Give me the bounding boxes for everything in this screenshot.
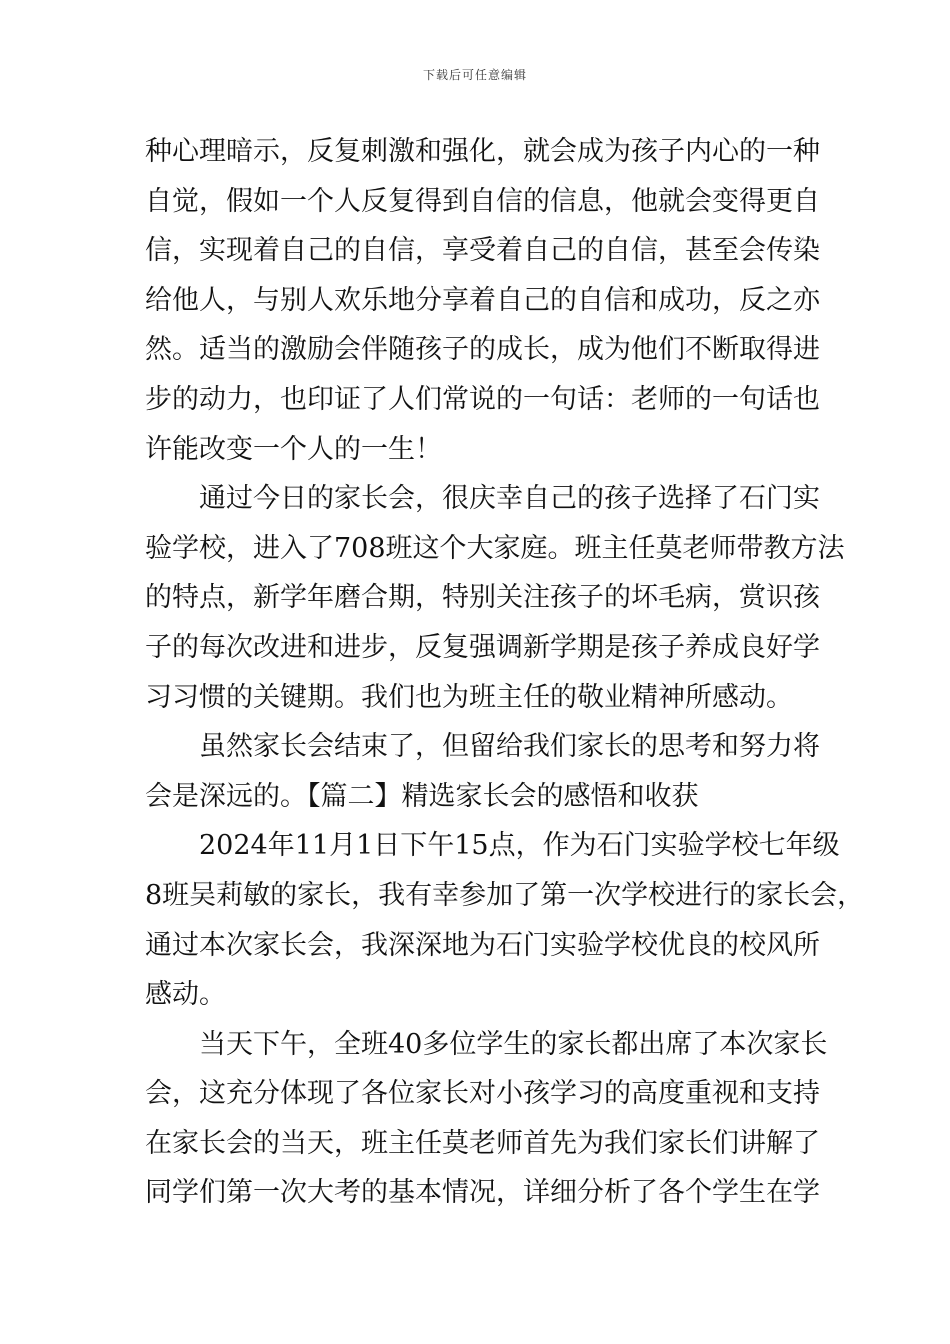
text-line: 子的每次改进和进步，反复强调新学期是孩子养成良好学 xyxy=(145,631,820,663)
text-line: 会是深远的。【篇二】精选家长会的感悟和收获 xyxy=(145,780,699,812)
paragraph-first-line: 虽然家长会结束了，但留给我们家长的思考和努力将 xyxy=(199,731,820,763)
paragraph-first-line: 2024年11月1日下午15点，作为石门实验学校七年级 xyxy=(199,830,840,862)
page-header: 下载后可任意编辑 xyxy=(422,68,527,82)
text-line: 信，实现着自己的自信，享受着自己的自信，甚至会传染 xyxy=(145,235,820,267)
text-line: 给他人，与别人欢乐地分享着自己的自信和成功，反之亦 xyxy=(145,284,820,316)
text-line: 验学校，进入了708班这个大家庭。班主任莫老师带教方法 xyxy=(145,532,845,564)
document-body xyxy=(145,127,865,1218)
text-line: 同学们第一次大考的基本情况，详细分析了各个学生在学 xyxy=(145,1177,820,1209)
text-line: 步的动力，也印证了人们常说的一句话：老师的一句话也 xyxy=(145,383,820,415)
text-line: 会，这充分体现了各位家长对小孩学习的高度重视和支持 xyxy=(145,1078,820,1110)
text-line: 种心理暗示，反复刺激和强化，就会成为孩子内心的一种 xyxy=(145,136,820,167)
text-line: 感动。 xyxy=(145,979,226,1011)
text-line: 通过本次家长会，我深深地为石门实验学校优良的校风所 xyxy=(145,929,820,961)
text-line: 许能改变一个人的一生！ xyxy=(145,433,442,465)
paragraph-first-line: 当天下午，全班40多位学生的家长都出席了本次家长 xyxy=(199,1028,828,1060)
text-line: 在家长会的当天，班主任莫老师首先为我们家长们讲解了 xyxy=(145,1127,820,1159)
paragraph-first-line: 通过今日的家长会，很庆幸自己的孩子选择了石门实 xyxy=(199,483,820,515)
text-line: 8班吴莉敏的家长，我有幸参加了第一次学校进行的家长会， xyxy=(145,879,865,911)
text-line: 习习惯的关键期。我们也为班主任的敬业精神所感动。 xyxy=(145,681,793,713)
text-line: 自觉，假如一个人反复得到自信的信息，他就会变得更自 xyxy=(145,185,820,217)
text-line: 的特点，新学年磨合期，特别关注孩子的坏毛病，赏识孩 xyxy=(145,582,820,614)
text-line: 然。适当的激励会伴随孩子的成长，成为他们不断取得进 xyxy=(145,334,820,366)
